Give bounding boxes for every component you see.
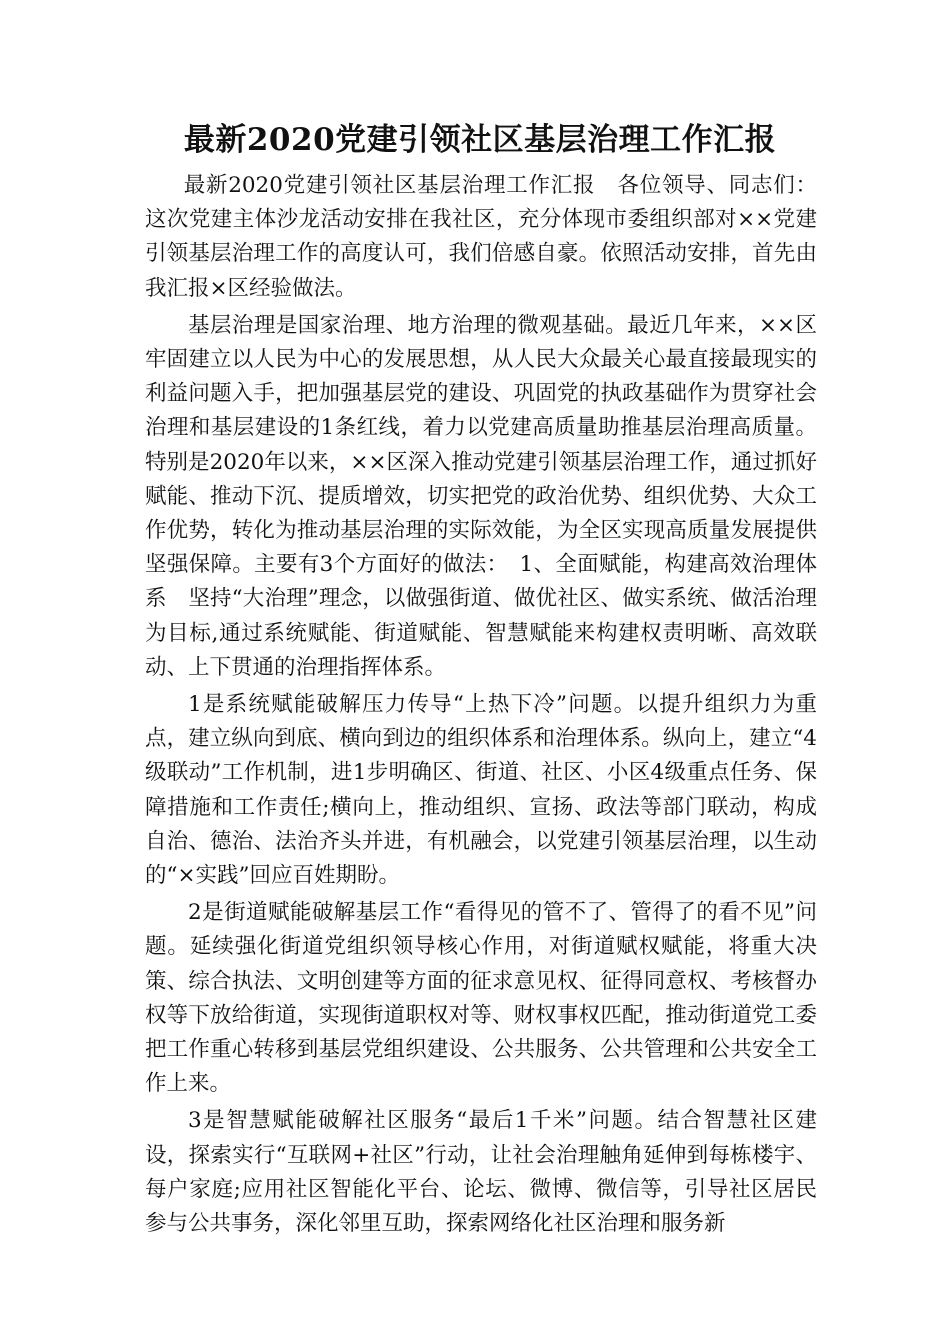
paragraph-grassroots-governance: 基层治理是国家治理、地方治理的微观基础。最近几年来，××区牢固建立以人民为中心的发展思想，从人民大众最关心最直接最现实的利益问题入手，把加强基层党的建设、巩固党的执政基础作为贯穿社会治理和基层建设的1条红线，着力以党建高质量助推基层治理高质量。特别是2020年以来，××区深入推动党建引领基层治理工作，通过抓好赋能、推动下沉、提质增效，切实把党的政治优势、组织优势、大众工作优势，转化为推动基层治理的实际效能，为全区实现高质量发展提供坚强保障。主要有3个方面好的做法： 1、全面赋能，构建高效治理体系 坚持“大治理”理念，以做强街道、做优社区、做实系统、做活治理为目标,通过系统赋能、街道赋能、智慧赋能来构建权责明晰、高效联动、上下贯通的治理指挥体系。 (145, 312, 817, 680)
paragraph-street-empowerment: 2是街道赋能破解基层工作“看得见的管不了、管得了的看不见”问题。延续强化街道党组织领导核心作用，对街道赋权赋能，将重大决策、综合执法、文明创建等方面的征求意见权、征得同意权、考核督办权等下放给街道，实现街道职权对等、财权事权匹配，推动街道党工委把工作重心转移到基层党组织建设、公共服务、公共管理和公共安全工作上来。 (145, 900, 817, 1097)
paragraph-system-empowerment: 1是系统赋能破解压力传导“上热下冷”问题。以提升组织力为重点，建立纵向到底、横向到边的组织体系和治理体系。纵向上，建立“4级联动”工作机制，进1步明确区、街道、社区、小区4级重点任务、保障措施和工作责任;横向上，推动组织、宣扬、政法等部门联动，构成自治、德治、法治齐头并进，有机融会，以党建引领基层治理，以生动的“×实践”回应百姓期盼。 (145, 692, 817, 889)
document-title: 最新2020党建引领社区基层治理工作汇报 (183, 122, 777, 158)
paragraph-smart-empowerment: 3是智慧赋能破解社区服务“最后1千米”问题。结合智慧社区建设，探索实行“互联网+社区”行动，让社会治理触角延伸到每栋楼宇、每户家庭;应用社区智能化平台、论坛、微博、微信等，引导社区居民参与公共事务，深化邻里互助，探索网络化社区治理和服务新 (145, 1108, 817, 1237)
document-body (145, 169, 817, 1244)
paragraph-intro: 最新2020党建引领社区基层治理工作汇报 各位领导、同志们：这次党建主体沙龙活动安排在我社区，充分体现市委组织部对××党建引领基层治理工作的高度认可，我们倍感自豪。依照活动安排，首先由我汇报×区经验做法。 (145, 173, 817, 301)
